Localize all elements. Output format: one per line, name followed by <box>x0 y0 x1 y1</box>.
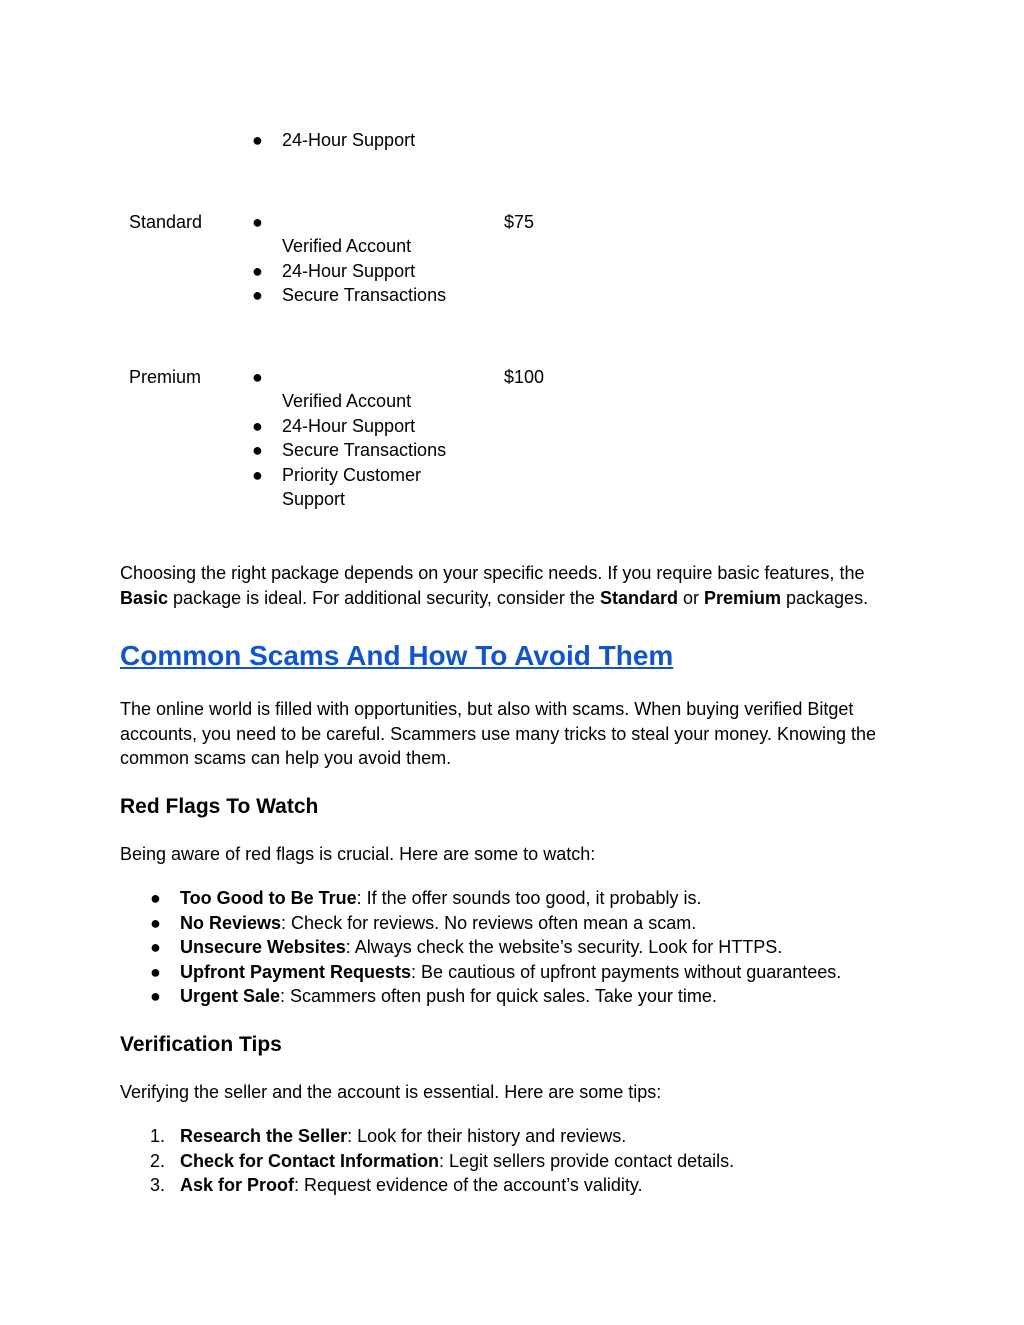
scams-intro-paragraph: The online world is filled with opportunities, but also with scams. When buying verified Bitget accounts, you need to be careful. Scammers use many tricks to steal your money. Knowing the common scams can help you avoid them. <box>120 699 877 768</box>
feature-item: Verified Account <box>282 236 412 256</box>
bullet-icon: ● <box>150 888 161 908</box>
list-item: ● Too Good to Be True: If the offer sounds too good, it probably is. <box>120 886 920 911</box>
bullet-icon: ● <box>150 912 161 933</box>
feature-item: ● 24-Hour Support <box>252 259 415 284</box>
bullet-icon: ● <box>252 212 263 232</box>
list-item: 2. Check for Contact Information: Legit sellers provide contact details. <box>150 1150 735 1171</box>
top-bullet-item: ● 24-Hour Support <box>252 128 415 153</box>
feature-item: ● Priority Customer <box>252 463 421 488</box>
bullet-icon: ● <box>252 261 263 281</box>
red-flags-heading: Red Flags To Watch <box>120 795 319 818</box>
list-item: ● Unsecure Websites: Always check the website’s security. Look for HTTPS. <box>120 935 920 960</box>
bullet-icon: ● <box>150 986 161 1006</box>
package-price-standard: $75 <box>504 212 535 232</box>
list-item: ● Upfront Payment Requests: Be cautious of upfront payments without guarantees. <box>120 960 920 985</box>
list-item: ● No Reviews: Check for reviews. No reviews often mean a scam. <box>120 911 920 936</box>
red-flags-list <box>120 886 920 1009</box>
verification-heading: Verification Tips <box>120 1033 282 1056</box>
verification-intro: Verifying the seller and the account is essential. Here are some tips: <box>120 1082 662 1102</box>
feature-item: ● Secure Transactions <box>252 283 446 308</box>
package-name-premium: Premium <box>129 367 202 387</box>
package-price-premium: $100 <box>504 367 545 387</box>
list-item: 1. Research the Seller: Look for their history and reviews. <box>150 1126 627 1146</box>
package-name-standard: Standard <box>129 212 203 232</box>
choosing-paragraph: Choosing the right package depends on your specific needs. If you require basic features, the Basic package is ideal. For additional security, consider the Standard or Premium packages. <box>120 563 869 608</box>
list-item: 3. Ask for Proof: Request evidence of the account’s validity. <box>150 1175 643 1195</box>
feature-item: ● Secure Transactions <box>252 438 446 463</box>
bullet-icon: ● <box>252 367 263 387</box>
bullet-icon: ● <box>150 937 161 957</box>
bullet-icon: ● <box>252 416 263 436</box>
scams-heading-link[interactable]: Common Scams And How To Avoid Them <box>120 640 674 671</box>
bullet-icon: ● <box>252 285 263 305</box>
red-flags-intro: Being aware of red flags is crucial. Here are some to watch: <box>120 844 596 864</box>
feature-item-continued: Support <box>282 489 346 509</box>
bullet-icon: ● <box>252 465 263 485</box>
bullet-icon: ● <box>252 130 263 150</box>
verification-tips-list <box>120 1124 920 1198</box>
feature-item: Verified Account <box>282 391 412 411</box>
list-item: ● Urgent Sale: Scammers often push for quick sales. Take your time. <box>120 984 920 1009</box>
bullet-icon: ● <box>150 961 161 982</box>
feature-item: ● 24-Hour Support <box>252 414 415 439</box>
bullet-icon: ● <box>252 440 263 460</box>
